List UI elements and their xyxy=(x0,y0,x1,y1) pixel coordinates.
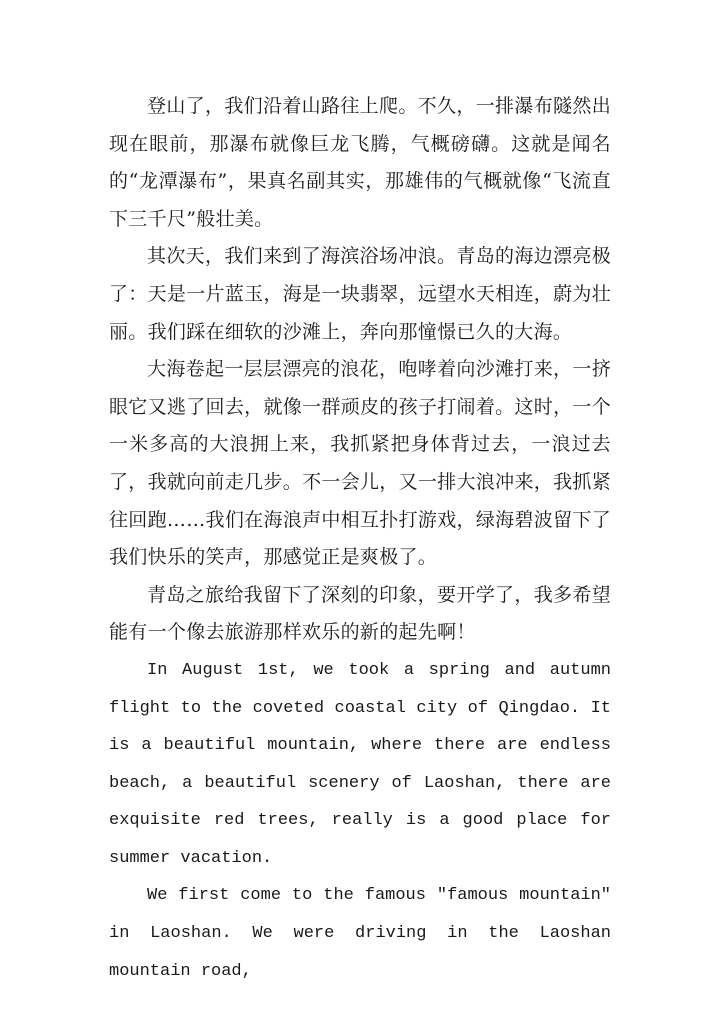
paragraph-english-laoshan: We first come to the famous "famous mountain" in Laoshan. We were driving in the Laoshan mountain road, xyxy=(109,886,611,981)
paragraph-conclusion: 青岛之旅给我留下了深刻的印象，要开学了，我多希望能有一个像去旅游那样欢乐的新的起先啊！ xyxy=(109,583,611,644)
paragraph-english-intro: In August 1st, we took a spring and autumn flight to the coveted coastal city of Qingdao. It is a beautiful mountain, where there are endless beach, a beautiful scenery of Laoshan, there are exquisite red trees, really is a good place for summer vacation. xyxy=(109,660,611,868)
paragraph-waves: 大海卷起一层层漂亮的浪花，咆哮着向沙滩打来，一挤眼它又逃了回去，就像一群顽皮的孩子打闹着。这时，一个一米多高的大浪拥上来，我抓紧把身体背过去，一浪过去了，我就向前走几步。不一会儿，又一排大浪冲来，我抓紧往回跑……我们在海浪声中相互扑打游戏，绿海碧波留下了我们快乐的笑声，那感觉正是爽极了。 xyxy=(109,358,611,569)
document-body xyxy=(109,88,611,990)
paragraph-beach: 其次天，我们来到了海滨浴场冲浪。青岛的海边漂亮极了：天是一片蓝玉，海是一块翡翠，远望水天相连，蔚为壮丽。我们踩在细软的沙滩上，奔向那憧憬已久的大海。 xyxy=(109,245,611,343)
paragraph-waterfall: 登山了，我们沿着山路往上爬。不久，一排瀑布隧然出现在眼前，那瀑布就像巨龙飞腾，气概磅礴。这就是闻名的“龙潭瀑布”，果真名副其实，那雄伟的气概就像“飞流直下三千尺”般壮美。 xyxy=(109,95,611,230)
